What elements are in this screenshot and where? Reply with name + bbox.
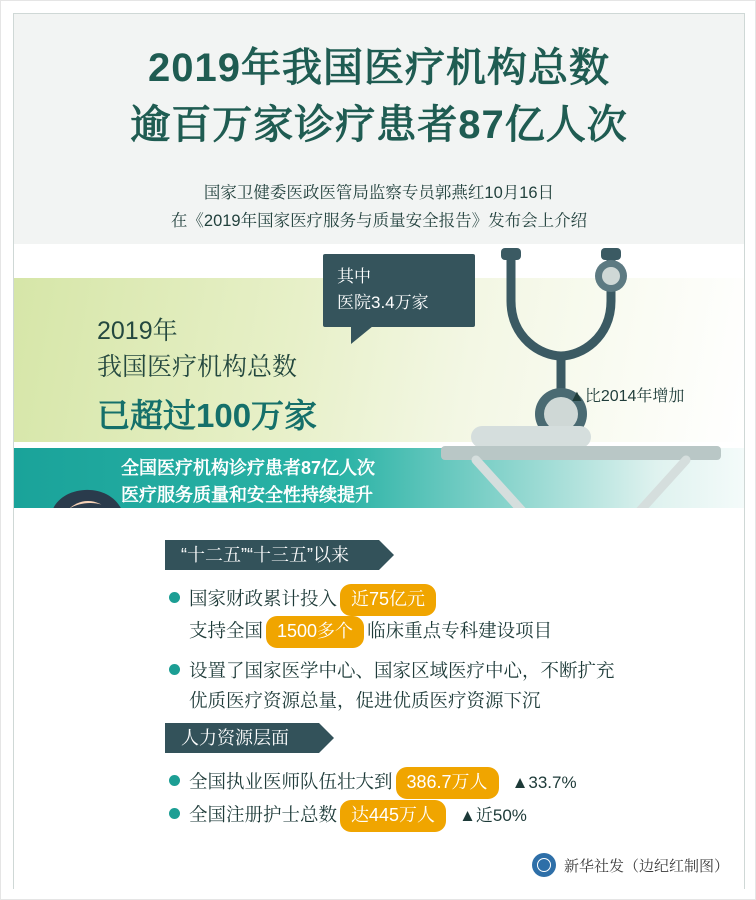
bullet-dot-icon bbox=[169, 664, 180, 675]
finance-pill: 近75亿元 bbox=[340, 584, 436, 616]
centers-text-1: 设置了国家医学中心、国家区域医疗中心，不断扩充 bbox=[189, 660, 615, 681]
nurses-delta: ▲近50% bbox=[459, 806, 527, 825]
bubble-line-1: 其中 bbox=[337, 267, 371, 286]
page-title bbox=[14, 40, 744, 154]
tag-human-resources: 人力资源层面 bbox=[165, 723, 319, 753]
subtitle-line-2: 在《2019年国家医疗服务与质量安全报告》发布会上介绍 bbox=[170, 212, 588, 231]
nurses-text: 全国注册护士总数 bbox=[189, 804, 338, 825]
green-line-1: 2019年 bbox=[97, 317, 178, 345]
finance-text-2-post: 临床重点专科建设项目 bbox=[367, 620, 553, 642]
finance-line2 bbox=[169, 616, 714, 648]
compare-note: ▲比2014年增加 bbox=[569, 388, 685, 405]
teal-line-1: 全国医疗机构诊疗患者87亿人次 bbox=[121, 458, 376, 478]
green-line-2: 我国医疗机构总数 bbox=[97, 353, 298, 382]
bullet-centers bbox=[169, 656, 714, 716]
finance-text-pre: 国家财政累计投入 bbox=[189, 588, 338, 609]
xinhua-logo-icon bbox=[532, 853, 556, 877]
finance-text-2-pre: 支持全国 bbox=[189, 620, 264, 642]
bullet-nurses bbox=[169, 800, 714, 832]
doctors-delta: ▲33.7% bbox=[511, 773, 577, 792]
nurses-pill: 达445万人 bbox=[340, 800, 446, 832]
title-line-2: 逾百万家诊疗患者87亿人次 bbox=[130, 102, 628, 147]
bullet-finance bbox=[169, 584, 714, 648]
callout-bubble bbox=[323, 254, 475, 327]
header-band bbox=[14, 14, 744, 244]
footer-credit bbox=[532, 853, 729, 877]
subtitle-line-1: 国家卫健委医政医管局监察专员郭燕红10月16日 bbox=[203, 184, 555, 202]
footer-credit-text: 新华社发（边纪红制图） bbox=[563, 857, 729, 875]
page-subtitle bbox=[14, 179, 744, 236]
bullet-dot-icon bbox=[169, 592, 180, 603]
green-line-3: 已超过100万家 bbox=[97, 396, 318, 434]
tag-plans: “十二五”“十三五”以来 bbox=[165, 540, 379, 570]
bubble-line-2: 医院3.4万家 bbox=[337, 292, 429, 312]
title-line-1: 2019年我国医疗机构总数 bbox=[148, 46, 610, 90]
doctors-text: 全国执业医师队伍壮大到 bbox=[189, 771, 393, 792]
centers-text-2: 优质医疗资源总量，促进优质医疗资源下沉 bbox=[189, 689, 541, 711]
teal-line-2: 医疗服务质量和安全性持续提升 bbox=[121, 485, 373, 506]
finance-pill-2: 1500多个 bbox=[266, 616, 364, 648]
doctors-pill: 386.7万人 bbox=[396, 767, 499, 799]
bullet-doctors bbox=[169, 767, 714, 799]
bullet-dot-icon bbox=[169, 775, 180, 786]
bullet-dot-icon bbox=[169, 808, 180, 819]
